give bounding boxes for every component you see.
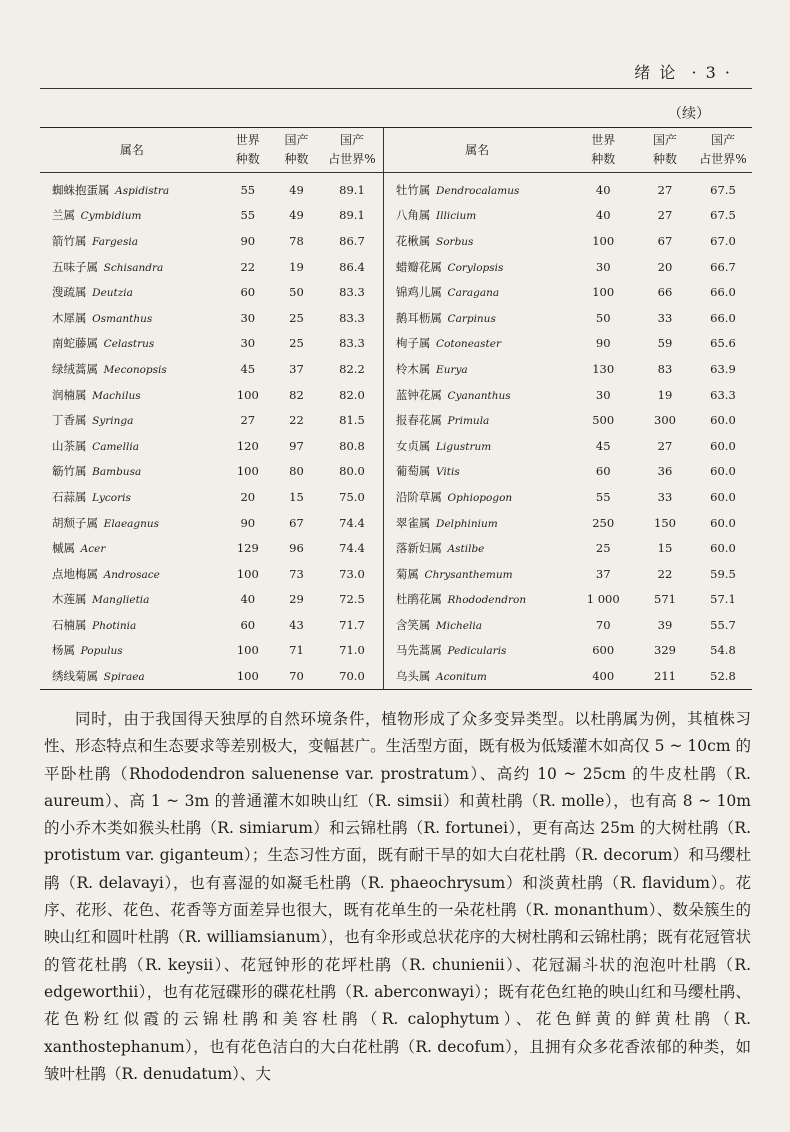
genus-chinese-name: 木莲属 xyxy=(52,592,87,607)
world-species-count: 45 xyxy=(240,361,256,376)
world-species-count: 129 xyxy=(236,541,259,556)
genus-chinese-name: 溲疏属 xyxy=(52,285,87,300)
table-row xyxy=(40,356,752,382)
china-species-count: 33 xyxy=(657,310,673,325)
world-species-count: 55 xyxy=(595,489,611,504)
china-species-count: 27 xyxy=(657,182,673,197)
china-percentage: 60.0 xyxy=(710,541,736,556)
genus-chinese-name: 沿阶草属 xyxy=(395,489,442,504)
table-continued-label: （续） xyxy=(668,106,710,122)
china-percentage: 63.3 xyxy=(710,387,736,402)
genus-latin-name: Aconitum xyxy=(436,671,487,684)
china-percentage: 83.3 xyxy=(321,305,383,331)
genus-name-cell xyxy=(40,638,224,664)
world-species-count: 90 xyxy=(240,233,256,248)
world-species-count: 25 xyxy=(595,541,611,556)
world-species-count: 90 xyxy=(240,515,256,530)
world-species-count: 120 xyxy=(236,438,259,453)
china-percentage: 74.4 xyxy=(321,510,383,536)
table-row xyxy=(40,510,752,536)
genus-name-cell xyxy=(383,612,570,638)
china-species-count: 82 xyxy=(289,387,304,402)
genus-latin-name: Deutzia xyxy=(92,287,133,300)
col-header-china: 国产 种数 xyxy=(636,128,694,173)
genus-latin-name: Pedicularis xyxy=(447,645,507,658)
genus-chinese-name: 葡萄属 xyxy=(395,464,431,479)
genus-chinese-name: 马先蒿属 xyxy=(395,643,442,658)
genus-chinese-name: 杨属 xyxy=(52,643,75,658)
genus-chinese-name: 锦鸡儿属 xyxy=(395,285,442,300)
table-row xyxy=(40,305,752,331)
china-species-count: 73 xyxy=(289,566,304,581)
table-row xyxy=(40,484,752,510)
genus-chinese-name: 蜘蛛抱蛋属 xyxy=(52,182,110,197)
genus-chinese-name: 绿绒蒿属 xyxy=(52,361,98,376)
china-percentage: 60.0 xyxy=(710,413,736,428)
china-percentage: 89.1 xyxy=(321,203,383,229)
world-species-count: 50 xyxy=(595,310,611,325)
genus-latin-name: Cyananthus xyxy=(447,389,511,402)
china-species-count: 66 xyxy=(657,285,673,300)
genus-chinese-name: 牡竹属 xyxy=(395,182,431,197)
china-percentage: 72.5 xyxy=(321,587,383,613)
world-species-count: 45 xyxy=(595,438,611,453)
genus-name-cell xyxy=(40,407,224,433)
china-species-count: 67 xyxy=(657,233,673,248)
china-percentage: 65.6 xyxy=(710,336,736,351)
genus-latin-name: Delphinium xyxy=(436,517,498,530)
col-header-pct: 国产 占世界% xyxy=(321,128,383,173)
china-percentage: 66.0 xyxy=(710,310,736,325)
genus-latin-name: Eurya xyxy=(436,363,468,376)
china-species-count: 22 xyxy=(657,566,673,581)
table-header-row xyxy=(40,128,752,173)
genus-chinese-name: 柃木属 xyxy=(395,361,431,376)
genus-latin-name: Osmanthus xyxy=(92,312,153,325)
world-species-count: 30 xyxy=(595,387,611,402)
table-row xyxy=(40,535,752,561)
china-species-count: 150 xyxy=(654,515,676,530)
table-row xyxy=(40,459,752,485)
world-species-count: 250 xyxy=(592,515,615,530)
genus-name-cell xyxy=(383,433,570,459)
china-species-count: 67 xyxy=(289,515,304,530)
china-percentage: 70.0 xyxy=(321,663,383,689)
china-percentage: 55.7 xyxy=(710,617,736,632)
col-header-name: 属名 xyxy=(40,128,224,173)
genus-latin-name: Elaeagnus xyxy=(103,517,160,530)
china-species-count: 29 xyxy=(289,592,304,607)
genus-name-cell xyxy=(383,173,570,203)
world-species-count: 400 xyxy=(592,669,615,684)
china-percentage: 67.5 xyxy=(710,182,736,197)
china-percentage: 59.5 xyxy=(710,566,736,581)
genus-name-cell xyxy=(40,612,224,638)
genus-latin-name: Astilbe xyxy=(447,543,485,556)
page-header xyxy=(40,58,752,89)
world-species-count: 55 xyxy=(240,208,256,223)
china-percentage: 80.0 xyxy=(321,459,383,485)
china-percentage: 52.8 xyxy=(710,669,736,684)
world-species-count: 40 xyxy=(595,208,611,223)
genus-name-cell xyxy=(383,561,570,587)
china-species-count: 20 xyxy=(657,259,673,274)
world-species-count: 100 xyxy=(236,669,259,684)
china-species-count: 27 xyxy=(657,208,673,223)
genus-latin-name: Acer xyxy=(80,543,106,556)
china-species-count: 15 xyxy=(289,489,304,504)
table-row xyxy=(40,331,752,357)
table-row xyxy=(40,203,752,229)
genus-chinese-name: 木犀属 xyxy=(52,310,87,325)
table-row xyxy=(40,612,752,638)
genus-latin-name: Lycoris xyxy=(92,491,131,504)
china-percentage: 67.5 xyxy=(710,208,736,223)
genus-latin-name: Sorbus xyxy=(436,235,474,248)
china-percentage: 83.3 xyxy=(321,279,383,305)
world-species-count: 60 xyxy=(240,285,256,300)
genus-latin-name: Photinia xyxy=(92,619,137,632)
china-species-count: 33 xyxy=(657,489,673,504)
china-percentage: 57.1 xyxy=(710,592,736,607)
col-header-pct: 国产 占世界% xyxy=(694,128,752,173)
china-percentage: 66.7 xyxy=(710,259,736,274)
genus-latin-name: Corylopsis xyxy=(447,261,504,274)
china-percentage: 60.0 xyxy=(710,515,736,530)
china-percentage: 60.0 xyxy=(710,438,736,453)
body-paragraph xyxy=(44,706,751,1088)
table-row xyxy=(40,254,752,280)
genus-latin-name: Michelia xyxy=(436,619,482,632)
genus-chinese-name: 五味子属 xyxy=(52,259,98,274)
world-species-count: 100 xyxy=(592,285,615,300)
genus-name-cell xyxy=(383,638,570,664)
genus-chinese-name: 菊属 xyxy=(395,566,419,581)
table-row xyxy=(40,561,752,587)
header-text xyxy=(634,60,732,83)
china-species-count: 71 xyxy=(289,643,304,658)
world-species-count: 500 xyxy=(592,413,615,428)
genus-name-cell xyxy=(40,561,224,587)
china-percentage: 71.0 xyxy=(321,638,383,664)
genus-latin-name: Bambusa xyxy=(92,466,142,479)
china-species-count: 15 xyxy=(657,541,673,556)
china-percentage: 74.4 xyxy=(321,535,383,561)
world-species-count: 100 xyxy=(236,643,259,658)
genus-name-cell xyxy=(383,484,570,510)
table-row xyxy=(40,638,752,664)
china-species-count: 49 xyxy=(289,208,304,223)
genus-name-cell xyxy=(383,203,570,229)
genus-name-cell xyxy=(383,254,570,280)
genus-name-cell xyxy=(383,382,570,408)
world-species-count: 40 xyxy=(240,592,256,607)
genus-latin-name: Chrysanthemum xyxy=(424,568,513,581)
china-species-count: 25 xyxy=(289,310,304,325)
china-percentage: 67.0 xyxy=(710,233,736,248)
genus-chinese-name: 润楠属 xyxy=(52,387,87,402)
china-species-count: 43 xyxy=(289,617,304,632)
genus-name-cell xyxy=(40,203,224,229)
genus-latin-name: Cotoneaster xyxy=(436,338,502,351)
genus-name-cell xyxy=(40,279,224,305)
china-species-count: 96 xyxy=(289,541,304,556)
world-species-count: 1 000 xyxy=(586,592,620,607)
genus-latin-name: Carpinus xyxy=(447,312,496,325)
china-species-count: 37 xyxy=(289,361,304,376)
genus-latin-name: Spiraea xyxy=(103,671,145,684)
china-species-count: 19 xyxy=(289,259,304,274)
genus-latin-name: Machilus xyxy=(92,389,141,402)
genus-name-cell xyxy=(40,382,224,408)
table-row xyxy=(40,587,752,613)
genus-latin-name: Aspidistra xyxy=(115,184,170,197)
genus-chinese-name: 箭竹属 xyxy=(52,233,87,248)
world-species-count: 100 xyxy=(236,464,259,479)
china-percentage: 66.0 xyxy=(710,285,736,300)
table-row xyxy=(40,279,752,305)
genus-chinese-name: 南蛇藤属 xyxy=(52,336,98,351)
genus-chinese-name: 绣线菊属 xyxy=(52,669,98,684)
genus-chinese-name: 女贞属 xyxy=(395,438,431,453)
china-percentage: 89.1 xyxy=(321,173,383,203)
genus-name-cell xyxy=(40,331,224,357)
table-row xyxy=(40,407,752,433)
world-species-count: 37 xyxy=(595,566,611,581)
col-header-china: 国产 种数 xyxy=(272,128,321,173)
genus-chinese-name: 蜡瓣花属 xyxy=(395,259,442,274)
china-percentage: 75.0 xyxy=(321,484,383,510)
china-species-count: 97 xyxy=(289,438,304,453)
genus-latin-name: Manglietia xyxy=(92,594,150,607)
china-percentage: 82.2 xyxy=(321,356,383,382)
china-species-count: 59 xyxy=(657,336,673,351)
world-species-count: 130 xyxy=(592,361,615,376)
table-row xyxy=(40,433,752,459)
genus-chinese-name: 槭属 xyxy=(52,541,75,556)
genus-name-cell xyxy=(383,228,570,254)
world-species-count: 60 xyxy=(240,617,256,632)
col-header-world: 世界 种数 xyxy=(570,128,636,173)
genus-latin-name: Schisandra xyxy=(103,261,164,274)
china-species-count: 39 xyxy=(657,617,673,632)
world-species-count: 30 xyxy=(240,310,256,325)
china-species-count: 25 xyxy=(289,336,304,351)
china-species-count: 78 xyxy=(289,233,304,248)
world-species-count: 20 xyxy=(240,489,256,504)
china-species-count: 36 xyxy=(657,464,673,479)
genus-chinese-name: 石蒜属 xyxy=(52,489,87,504)
genus-name-cell xyxy=(40,356,224,382)
china-species-count: 49 xyxy=(289,182,304,197)
genus-table xyxy=(40,127,752,690)
genus-name-cell xyxy=(40,510,224,536)
table-row xyxy=(40,382,752,408)
paragraph-text: 同时，由于我国得天独厚的自然环境条件，植物形成了众多变异类型。以杜鹃属为例，其植株习性、形态特点和生态要求等差别极大，变幅甚广。生活型方面，既有极为低矮灌木如高仅 5 ~ 10cm 的平卧杜鹃（Rhododendron saluenense var. prostratum）、高约 10 ~ 25cm 的牛皮杜鹃（R. aureum）、高 1 ~ 3m 的普通灌木如映山红（R. simsii）和黄杜鹃（R. molle），也有高 8 ~ 10m 的小乔木类如猴头杜鹃（R. simiarum）和云锦杜鹃（R. fortunei），更有高达 25m 的大树杜鹃（R. protistum var. giganteum）；生态习性方面，既有耐干旱的如大白花杜鹃（R. decorum）和马缨杜鹃（R. delavayi），也有喜湿的如凝毛杜鹃（R. phaeochrysum）和淡黄杜鹃（R. flavidum）。花序、花形、花色、花香等方面差异也很大，既有花单生的一朵花杜鹃（R. monanthum）、数朵簇生的映山红和圆叶杜鹃（R. williamsianum），也有伞形或总状花序的大树杜鹃和云锦杜鹃；既有花冠管状的管花杜鹃（R. keysii）、花冠钟形的花坪杜鹃（R. chunienii）、花冠漏斗状的泡泡叶杜鹃（R. edgeworthii），也有花冠碟形的碟花杜鹃（R. aberconwayi）；既有花色红艳的映山红和马缨杜鹃、花色粉红似霞的云锦杜鹃和美容杜鹃（R. calophytum）、花色鲜黄的鲜黄杜鹃（R. xanthostephanum），也有花色洁白的大白花杜鹃（R. decofum），且拥有众多花香浓郁的种类，如皱叶杜鹃（R. denudatum）、大 xyxy=(44,710,751,1083)
table-row xyxy=(40,173,752,203)
genus-chinese-name: 含笑属 xyxy=(395,617,431,632)
genus-latin-name: Ligustrum xyxy=(436,440,492,453)
genus-chinese-name: 丁香属 xyxy=(52,413,87,428)
table-row xyxy=(40,228,752,254)
china-species-count: 329 xyxy=(654,643,676,658)
genus-latin-name: Vitis xyxy=(436,466,460,479)
genus-chinese-name: 花楸属 xyxy=(395,233,431,248)
genus-chinese-name: 栒子属 xyxy=(395,336,431,351)
genus-chinese-name: 落新妇属 xyxy=(395,541,442,556)
genus-name-cell xyxy=(383,510,570,536)
genus-name-cell xyxy=(40,484,224,510)
china-species-count: 300 xyxy=(654,413,676,428)
table-row xyxy=(40,663,752,689)
genus-name-cell xyxy=(383,331,570,357)
col-header-name: 属名 xyxy=(383,128,570,173)
genus-chinese-name: 簕竹属 xyxy=(52,464,87,479)
genus-chinese-name: 八角属 xyxy=(395,208,431,223)
genus-chinese-name: 山茶属 xyxy=(52,438,87,453)
china-percentage: 82.0 xyxy=(321,382,383,408)
china-species-count: 70 xyxy=(289,669,304,684)
genus-chinese-name: 石楠属 xyxy=(52,617,87,632)
genus-chinese-name: 兰属 xyxy=(52,208,75,223)
china-species-count: 22 xyxy=(289,413,304,428)
genus-chinese-name: 杜鹃花属 xyxy=(395,592,442,607)
genus-name-cell xyxy=(40,587,224,613)
genus-name-cell xyxy=(40,433,224,459)
col-header-world: 世界 种数 xyxy=(224,128,272,173)
world-species-count: 40 xyxy=(595,182,611,197)
china-percentage: 83.3 xyxy=(321,331,383,357)
chapter-title: 绪 论 xyxy=(634,63,678,82)
world-species-count: 100 xyxy=(236,387,259,402)
world-species-count: 55 xyxy=(240,182,256,197)
china-percentage: 54.8 xyxy=(710,643,736,658)
genus-latin-name: Fargesia xyxy=(92,235,138,248)
china-species-count: 50 xyxy=(289,285,304,300)
genus-name-cell xyxy=(383,407,570,433)
genus-chinese-name: 报春花属 xyxy=(395,413,442,428)
china-percentage: 60.0 xyxy=(710,489,736,504)
genus-name-cell xyxy=(383,305,570,331)
genus-chinese-name: 翠雀属 xyxy=(395,515,431,530)
china-percentage: 63.9 xyxy=(710,361,736,376)
world-species-count: 30 xyxy=(240,336,256,351)
genus-chinese-name: 鹅耳枥属 xyxy=(395,310,442,325)
genus-name-cell xyxy=(383,356,570,382)
genus-name-cell xyxy=(383,535,570,561)
genus-latin-name: Meconopsis xyxy=(103,363,167,376)
genus-name-cell xyxy=(40,459,224,485)
genus-latin-name: Primula xyxy=(447,415,490,428)
china-percentage: 86.4 xyxy=(321,254,383,280)
china-species-count: 211 xyxy=(654,669,676,684)
world-species-count: 100 xyxy=(592,233,615,248)
genus-chinese-name: 点地梅属 xyxy=(52,566,98,581)
china-percentage: 60.0 xyxy=(710,464,736,479)
genus-latin-name: Ophiopogon xyxy=(447,491,513,504)
genus-name-cell xyxy=(40,535,224,561)
genus-chinese-name: 蓝钟花属 xyxy=(395,387,442,402)
world-species-count: 30 xyxy=(595,259,611,274)
china-percentage: 86.7 xyxy=(321,228,383,254)
china-percentage: 71.7 xyxy=(321,612,383,638)
world-species-count: 90 xyxy=(595,336,611,351)
genus-name-cell xyxy=(383,663,570,689)
genus-latin-name: Illicium xyxy=(436,210,477,223)
world-species-count: 100 xyxy=(236,566,259,581)
genus-latin-name: Celastrus xyxy=(103,338,155,351)
page-number: · 3 · xyxy=(691,63,732,82)
world-species-count: 60 xyxy=(595,464,611,479)
genus-name-cell xyxy=(40,173,224,203)
genus-name-cell xyxy=(40,228,224,254)
china-percentage: 80.8 xyxy=(321,433,383,459)
genus-latin-name: Caragana xyxy=(447,287,500,300)
genus-latin-name: Cymbidium xyxy=(80,210,142,223)
genus-latin-name: Populus xyxy=(80,645,123,658)
genus-name-cell xyxy=(383,459,570,485)
china-species-count: 83 xyxy=(657,361,673,376)
genus-latin-name: Androsace xyxy=(103,568,160,581)
genus-latin-name: Camellia xyxy=(92,440,139,453)
world-species-count: 27 xyxy=(240,413,256,428)
genus-name-cell xyxy=(383,279,570,305)
genus-chinese-name: 胡颓子属 xyxy=(52,515,98,530)
genus-latin-name: Rhododendron xyxy=(447,594,527,607)
china-percentage: 73.0 xyxy=(321,561,383,587)
genus-latin-name: Dendrocalamus xyxy=(436,184,520,197)
genus-name-cell xyxy=(40,663,224,689)
genus-name-cell xyxy=(40,254,224,280)
world-species-count: 600 xyxy=(592,643,615,658)
china-percentage: 81.5 xyxy=(321,407,383,433)
genus-name-cell xyxy=(40,305,224,331)
china-species-count: 19 xyxy=(657,387,673,402)
genus-chinese-name: 乌头属 xyxy=(395,669,431,684)
china-species-count: 27 xyxy=(657,438,673,453)
china-species-count: 571 xyxy=(654,592,676,607)
world-species-count: 70 xyxy=(595,617,611,632)
china-species-count: 80 xyxy=(289,464,304,479)
genus-latin-name: Syringa xyxy=(92,415,134,428)
world-species-count: 22 xyxy=(240,259,256,274)
genus-name-cell xyxy=(383,587,570,613)
